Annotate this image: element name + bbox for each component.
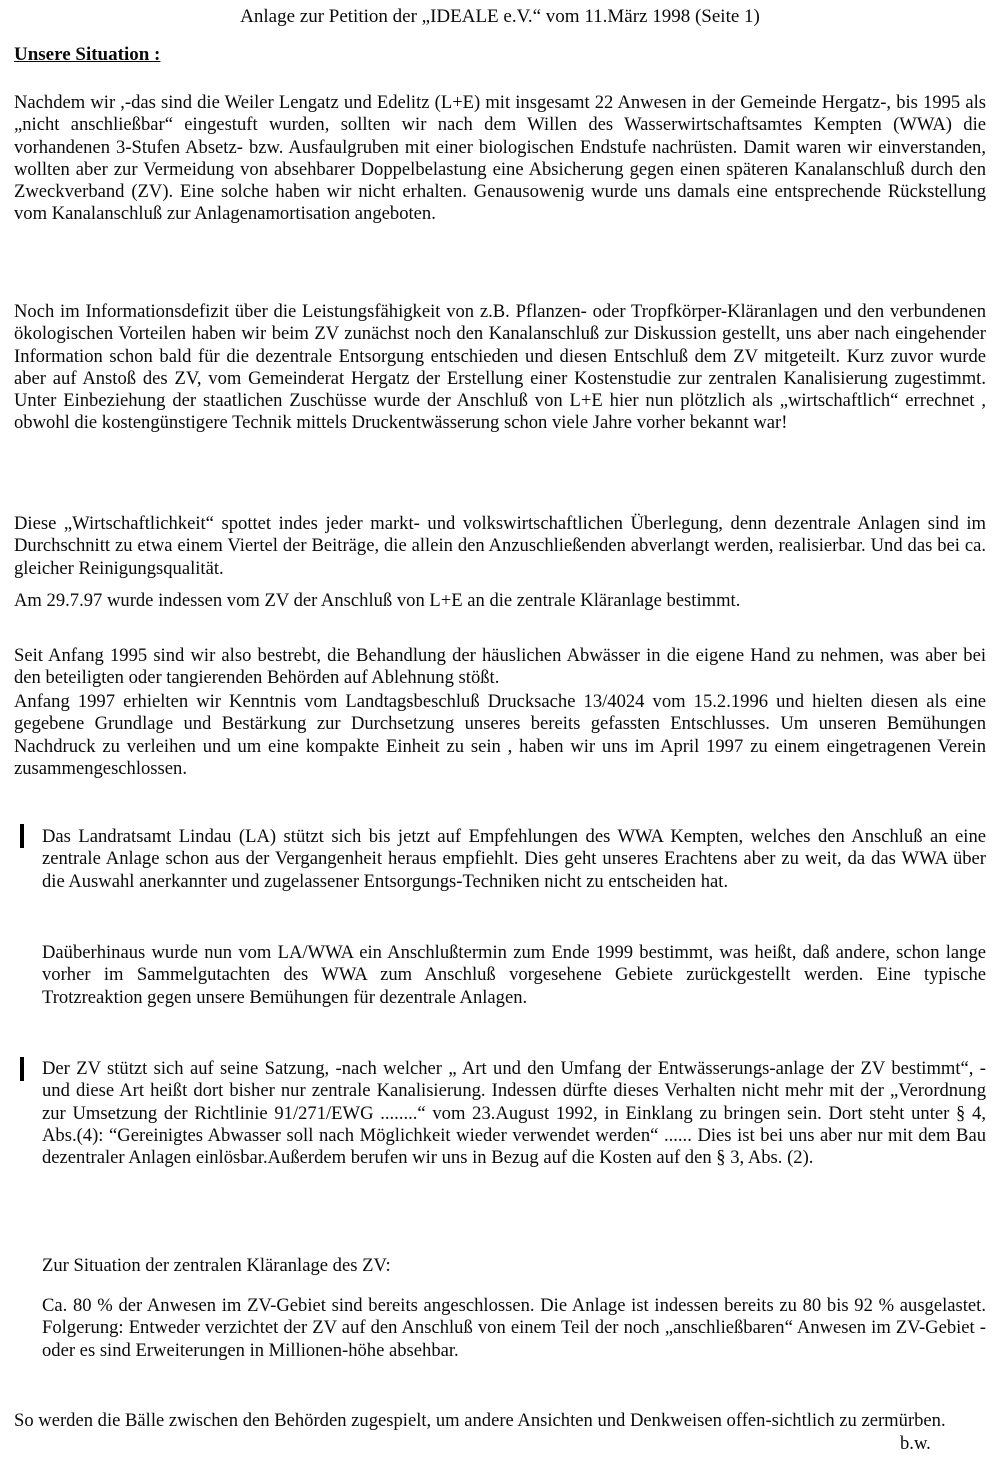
paragraph-conclusion: So werden die Bälle zwischen den Behörden zugespielt, um andere Ansichten und Denkweisen offen-sichtlich zu zermürben. xyxy=(14,1410,946,1431)
margin-bar-1 xyxy=(20,824,24,848)
paragraph-plant-capacity: Ca. 80 % der Anwesen im ZV-Gebiet sind bereits angeschlossen. Die Anlage ist indessen bereits zu 80 bis 92 % ausgelastet. Folgerung: Entweder verzichtet der ZV auf den Anschluß von einem Teil der noch „anschließbaren“ Anwesen im ZV-Gebiet - oder es sind Erweiterungen in Millionen-höhe absehbar. xyxy=(42,1295,986,1361)
paragraph-decision: Am 29.7.97 wurde indessen vom ZV der Anschluß von L+E an die zentrale Kläranlage bestimmt. xyxy=(14,590,741,611)
paragraph-deadline: Daüberhinaus wurde nun vom LA/WWA ein Anschlußtermin zum Ende 1999 bestimmt, was heißt, daß andere, schon lange vorher im Sammelgutachten des WWA zum Anschluß vorgesehene Gebiete zurückgestellt werden. Eine typische Trotzreaktion gegen unsere Bemühungen für dezentrale Anlagen. xyxy=(42,942,986,1008)
paragraph-economy: Diese „Wirtschaftlichkeit“ spottet indes jeder markt- und volkswirtschaftlichen Überlegung, denn dezentrale Anlagen sind im Durchschnitt zu etwa einem Viertel der Beiträge, die allein den Anzuschließenden abverlangt werden, realisierbar. Und das bei ca. gleicher Reinigungsqualität. xyxy=(14,513,986,579)
section-heading: Unsere Situation : xyxy=(14,44,161,65)
paragraph-situation: Nachdem wir ,-das sind die Weiler Lengatz und Edelitz (L+E) mit insgesamt 22 Anwesen in der Gemeinde Hergatz-, bis 1995 als „nicht anschließbar“ eingestuft wurden, sollten wir nach dem Willen des Wasserwirtschaftsamtes Kempten (WWA) die vorhandenen 3-Stufen Absetz- bzw. Ausfaulgruben mit einer biologischen Endstufe nachrüsten. Damit waren wir einverstanden, wollten aber zur Vermeidung von absehbarer Doppelbelastung eine Absicherung gegen einen späteren Kanalanschluß durch den Zweckverband (ZV). Eine solche haben wir nicht erhalten. Genausowenig wurde uns damals eine entsprechende Rückstellung vom Kanalanschluß zur Anlagenamortisation angeboten. xyxy=(14,92,986,225)
document-title: Anlage zur Petition der „IDEALE e.V.“ vom 11.März 1998 (Seite 1) xyxy=(240,6,760,27)
margin-bar-2 xyxy=(20,1057,24,1081)
turn-over-note: b.w. xyxy=(900,1433,931,1454)
paragraph-plant-heading: Zur Situation der zentralen Kläranlage des ZV: xyxy=(42,1255,391,1276)
paragraph-landratsamt: Das Landratsamt Lindau (LA) stützt sich bis jetzt auf Empfehlungen des WWA Kempten, welches den Anschluß an eine zentrale Anlage schon aus der Vergangenheit heraus empfiehlt. Dies geht unseres Erachtens aber zu weit, da das WWA über die Auswahl anerkannter und zugelassener Entsorgungs-Techniken nicht zu entscheiden hat. xyxy=(42,826,986,892)
paragraph-information: Noch im Informationsdefizit über die Leistungsfähigkeit von z.B. Pflanzen- oder Tropfkörper-Kläranlagen und den verbundenen ökologischen Vorteilen haben wir beim ZV zunächst noch den Kanalanschluß zur Diskussion gestellt, uns aber nach eingehender Information schon bald für die dezentrale Entsorgung entschieden und diesen Entschluß dem ZV mitgeteilt. Kurz zuvor wurde aber auf Anstoß des ZV, vom Gemeinderat Hergatz der Erstellung einer Kostenstudie zur zentralen Kanalisierung zugestimmt. Unter Einbeziehung der staatlichen Zuschüsse wurde der Anschluß von L+E hier nun plötzlich als „wirtschaftlich“ errechnet , obwohl die kostengünstigere Technik mittels Druckentwässerung schon viele Jahre vorher bekannt war! xyxy=(14,301,986,434)
paragraph-effort: Seit Anfang 1995 sind wir also bestrebt, die Behandlung der häuslichen Abwässer in die eigene Hand zu nehmen, was aber bei den beteiligten oder tangierenden Behörden auf Ablehnung stößt. xyxy=(14,645,986,689)
paragraph-association: Anfang 1997 erhielten wir Kenntnis vom Landtagsbeschluß Drucksache 13/4024 vom 15.2.1996 und hielten diesen als eine gegebene Grundlage und Bestärkung zur Durchsetzung unseres bereits gefassten Entschlusses. Um unseren Bemühungen Nachdruck zu verleihen und um eine kompakte Einheit zu sein , haben wir uns im April 1997 zu einem eingetragenen Verein zusammengeschlossen. xyxy=(14,691,986,779)
paragraph-statute: Der ZV stützt sich auf seine Satzung, -nach welcher „ Art und den Umfang der Entwässerungs-anlage der ZV bestimmt“, - und diese Art heißt dort bisher nur zentrale Kanalisierung. Indessen dürfte dieses Verhalten nicht mehr mit der „Verordnung zur Umsetzung der Richtlinie 91/271/EWG ........“ vom 23.August 1992, in Einklang zu bringen sein. Dort steht unter § 4, Abs.(4): “Gereinigtes Abwasser soll nach Möglichkeit wieder verwendet werden“ ...... Dies ist bei uns aber nur mit dem Bau dezentraler Anlagen einlösbar.Außerdem berufen wir uns in Bezug auf die Kosten auf den § 3, Abs. (2). xyxy=(42,1058,986,1169)
